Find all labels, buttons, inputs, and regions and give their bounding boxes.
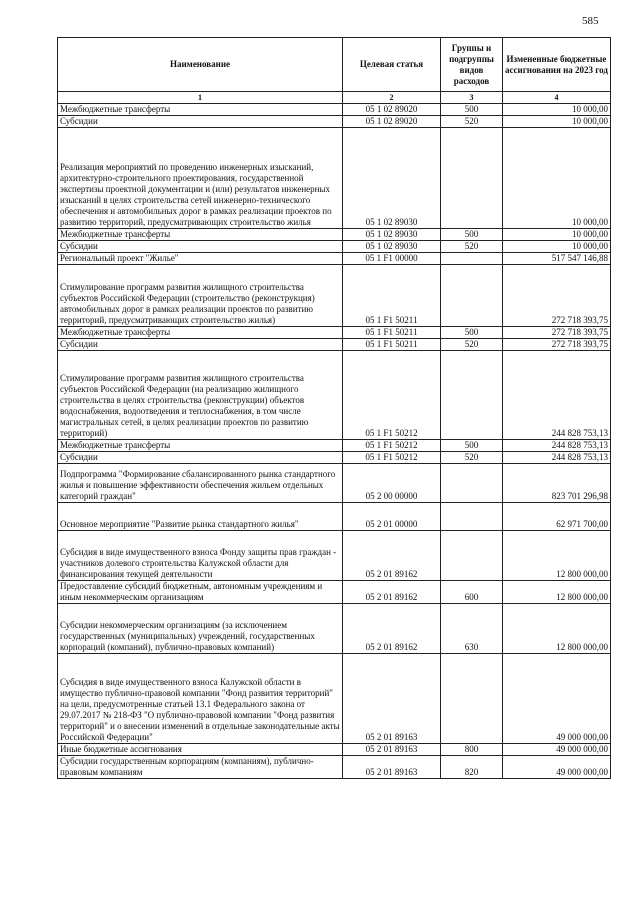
row-name: Субсидия в виде имущественного взноса Калужской области в имущество публично-правовой компании "Фонд развития территорий" на цели, предусмотренные статьей 13.1 Федерального закона от 29.07.2017 № 218-ФЗ "О публично-правовой компании "Фонд развития территорий" и о внесении изменений в отдельные законодательные акты Российской Федерации" (58, 654, 343, 744)
row-code: 05 1 F1 50211 (343, 327, 441, 339)
row-amount: 49 000 000,00 (503, 756, 611, 779)
row-group (441, 253, 503, 265)
header-amount: Измененные бюджетные ассигнования на 2023 год (503, 38, 611, 92)
row-amount: 49 000 000,00 (503, 744, 611, 756)
table-row (58, 581, 611, 604)
row-amount: 10 000,00 (503, 104, 611, 116)
row-code: 05 2 00 00000 (343, 464, 441, 503)
row-amount: 10 000,00 (503, 128, 611, 229)
table-row (58, 351, 611, 440)
row-name: Субсидии государственным корпорациям (компаниям), публично-правовым компаниям (58, 756, 343, 779)
row-amount: 244 828 753,13 (503, 351, 611, 440)
table-row (58, 503, 611, 531)
row-code: 05 2 01 89163 (343, 654, 441, 744)
table-row (58, 116, 611, 128)
row-amount: 272 718 393,75 (503, 327, 611, 339)
table-row (58, 654, 611, 744)
row-name: Межбюджетные трансферты (58, 104, 343, 116)
row-amount: 12 800 000,00 (503, 604, 611, 654)
row-code: 05 1 02 89030 (343, 128, 441, 229)
row-name: Предоставление субсидий бюджетным, автономным учреждениям и иным некоммерческим организациям (58, 581, 343, 604)
table-row (58, 229, 611, 241)
row-group: 500 (441, 229, 503, 241)
row-name: Субсидии (58, 339, 343, 351)
row-group: 500 (441, 104, 503, 116)
table-row (58, 604, 611, 654)
row-group (441, 464, 503, 503)
budget-table (57, 37, 611, 779)
table-row (58, 327, 611, 339)
row-name: Межбюджетные трансферты (58, 440, 343, 452)
row-amount: 10 000,00 (503, 241, 611, 253)
row-group (441, 503, 503, 531)
row-name: Межбюджетные трансферты (58, 229, 343, 241)
row-group: 520 (441, 116, 503, 128)
column-number: 1 (58, 92, 343, 104)
column-number: 2 (343, 92, 441, 104)
row-code: 05 1 F1 00000 (343, 253, 441, 265)
row-group: 520 (441, 452, 503, 464)
column-number: 3 (441, 92, 503, 104)
table-row (58, 253, 611, 265)
row-group: 520 (441, 241, 503, 253)
table-row (58, 128, 611, 229)
table-row (58, 440, 611, 452)
table-row (58, 339, 611, 351)
row-name: Субсидии (58, 452, 343, 464)
row-group (441, 128, 503, 229)
row-amount: 12 800 000,00 (503, 581, 611, 604)
row-code: 05 1 F1 50212 (343, 440, 441, 452)
row-amount: 244 828 753,13 (503, 440, 611, 452)
row-amount: 12 800 000,00 (503, 531, 611, 581)
table-row (58, 452, 611, 464)
row-group: 500 (441, 327, 503, 339)
row-amount: 517 547 146,88 (503, 253, 611, 265)
row-name: Субсидии некоммерческим организациям (за исключением государственных (муниципальных) учреждений, государственных корпораций (компаний), публично-правовых компаний) (58, 604, 343, 654)
table-row (58, 241, 611, 253)
row-code: 05 1 02 89020 (343, 104, 441, 116)
row-name: Региональный проект "Жилье" (58, 253, 343, 265)
row-code: 05 2 01 89162 (343, 604, 441, 654)
row-group: 630 (441, 604, 503, 654)
row-name: Межбюджетные трансферты (58, 327, 343, 339)
row-amount: 49 000 000,00 (503, 654, 611, 744)
table-row (58, 756, 611, 779)
row-code: 05 2 01 89162 (343, 531, 441, 581)
header-code: Целевая статья (343, 38, 441, 92)
table-row (58, 744, 611, 756)
row-name: Реализация мероприятий по проведению инженерных изысканий, архитектурно-строительного проектирования, государственной экспертизы проектной документации и (или) результатов инженерных изысканий в целях строительства сетей инженерно-технического обеспечения и автомобильных дорог в рамках реализации проектов по развитию территорий, предусматривающих строительство жилья (58, 128, 343, 229)
table-row (58, 464, 611, 503)
row-code: 05 2 01 89162 (343, 581, 441, 604)
row-code: 05 2 01 89163 (343, 744, 441, 756)
row-code: 05 1 02 89030 (343, 229, 441, 241)
row-amount: 62 971 700,00 (503, 503, 611, 531)
row-code: 05 2 01 00000 (343, 503, 441, 531)
row-code: 05 1 F1 50211 (343, 265, 441, 327)
row-name: Субсидии (58, 241, 343, 253)
row-group: 500 (441, 440, 503, 452)
row-code: 05 2 01 89163 (343, 756, 441, 779)
row-group (441, 531, 503, 581)
row-code: 05 1 02 89030 (343, 241, 441, 253)
row-name: Иные бюджетные ассигнования (58, 744, 343, 756)
row-group (441, 654, 503, 744)
row-amount: 10 000,00 (503, 116, 611, 128)
table-row (58, 104, 611, 116)
row-amount: 272 718 393,75 (503, 339, 611, 351)
row-name: Основное мероприятие "Развитие рынка стандартного жилья" (58, 503, 343, 531)
row-group: 600 (441, 581, 503, 604)
table-row (58, 265, 611, 327)
row-code: 05 1 F1 50212 (343, 351, 441, 440)
row-code: 05 1 F1 50212 (343, 452, 441, 464)
row-name: Стимулирование программ развития жилищного строительства субъектов Российской Федерации (строительство (реконструкция) автомобильных дорог в рамках реализации проектов по развитию территорий, предусматривающих строительство жилья) (58, 265, 343, 327)
row-group: 820 (441, 756, 503, 779)
row-group: 800 (441, 744, 503, 756)
row-group: 520 (441, 339, 503, 351)
row-name: Субсидии (58, 116, 343, 128)
header-group: Группы и подгруппы видов расходов (441, 38, 503, 92)
row-code: 05 1 F1 50211 (343, 339, 441, 351)
row-group (441, 265, 503, 327)
row-amount: 823 701 296,98 (503, 464, 611, 503)
row-name: Субсидия в виде имущественного взноса Фонду защиты прав граждан - участников долевого строительства Калужской области для финансирования текущей деятельности (58, 531, 343, 581)
column-number-row (58, 92, 611, 104)
header-name: Наименование (58, 38, 343, 92)
table-header-row (58, 38, 611, 92)
row-amount: 10 000,00 (503, 229, 611, 241)
page-number: 585 (582, 15, 599, 27)
row-amount: 244 828 753,13 (503, 452, 611, 464)
column-number: 4 (503, 92, 611, 104)
row-amount: 272 718 393,75 (503, 265, 611, 327)
row-name: Стимулирование программ развития жилищного строительства субъектов Российской Федерации (на реализацию жилищного строительства в целях строительства (реконструкции) объектов водоснабжения, водоотведения и теплоснабжения, в том числе магистральных сетей, в целях реализации проектов по развитию территорий) (58, 351, 343, 440)
row-group (441, 351, 503, 440)
table-row (58, 531, 611, 581)
row-name: Подпрограмма "Формирование сбалансированного рынка стандартного жилья и повышение эффективности обеспечения жильем отдельных категорий граждан" (58, 464, 343, 503)
row-code: 05 1 02 89020 (343, 116, 441, 128)
